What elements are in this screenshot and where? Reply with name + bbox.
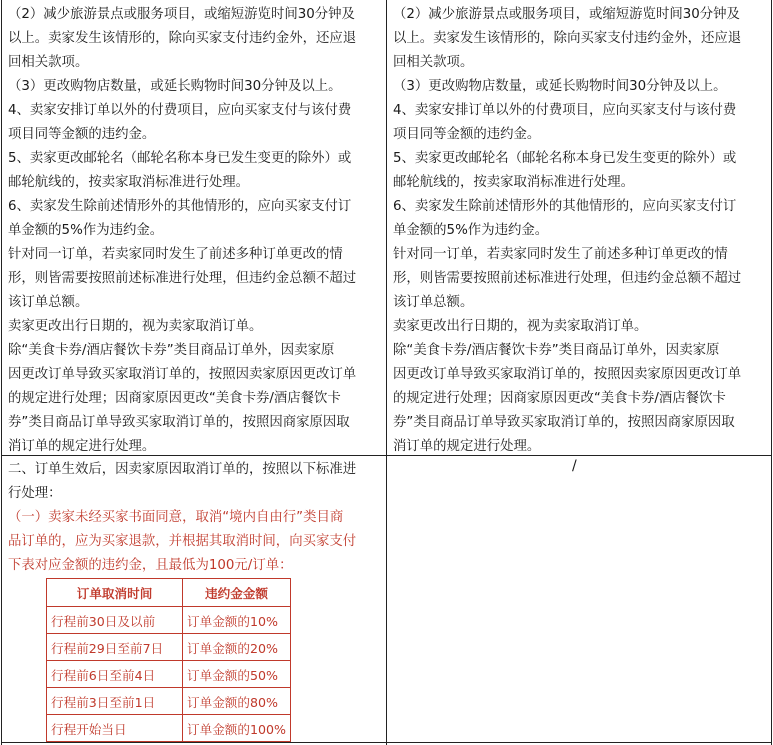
text-line: 针对同一订单，若卖家同时发生了前述多种订单更改的情 (8, 247, 343, 262)
text-line: 卖家更改出行日期的，视为卖家取消订单。 (8, 319, 263, 334)
text-line: 5、卖家更改邮轮名（邮轮名称本身已发生变更的除外）或 (393, 151, 737, 166)
header-penalty-amount: 违约金金额 (183, 579, 291, 607)
text-line: （2）减少旅游景点或服务项目，或缩短游览时间30分钟及 (393, 7, 740, 22)
right-bottom-cell: / (572, 458, 577, 474)
text-line: 除“美食卡券/酒店餐饮卡券”类目商品订单外，因卖家原 (8, 343, 335, 358)
right-top-cell (393, 3, 769, 459)
left-top-cell (8, 3, 384, 459)
penalty-amount: 订单金额的80% (183, 688, 291, 715)
cancel-time: 行程前29日至前7日 (47, 634, 183, 661)
text-line: 的规定进行处理；因商家原因更改“美食卡券/酒店餐饮卡 (393, 391, 726, 406)
table-border-bottom (1, 742, 772, 743)
text-line: 因更改订单导致买家取消订单的，按照因卖家原因更改订单 (393, 367, 742, 382)
penalty-amount: 订单金额的20% (183, 634, 291, 661)
text-line: 消订单的规定进行处理。 (8, 439, 156, 454)
text-line: 单金额的5%作为违约金。 (8, 223, 164, 238)
table-row (47, 607, 291, 634)
text-line: 行处理： (8, 486, 62, 501)
text-line: 消订单的规定进行处理。 (393, 439, 541, 454)
penalty-table (46, 578, 291, 742)
table-row (47, 715, 291, 742)
text-line: 的规定进行处理；因商家原因更改“美食卡券/酒店餐饮卡 (8, 391, 341, 406)
text-line: 项目同等金额的违约金。 (393, 127, 541, 142)
text-line: 卖家更改出行日期的，视为卖家取消订单。 (393, 319, 648, 334)
header-cancel-time: 订单取消时间 (47, 579, 183, 607)
text-line: 项目同等金额的违约金。 (8, 127, 156, 142)
text-line: 4、卖家安排订单以外的付费项目，应向买家支付与该付费 (393, 103, 737, 118)
text-line: 6、卖家发生除前述情形外的其他情形的，应向买家支付订 (393, 199, 737, 214)
text-line: 6、卖家发生除前述情形外的其他情形的，应向买家支付订 (8, 199, 352, 214)
table-row (47, 634, 291, 661)
text-line: 以上。卖家发生该情形的，除向买家支付违约金外，还应退 (8, 31, 357, 46)
table-row (47, 688, 291, 715)
penalty-amount: 订单金额的10% (183, 607, 291, 634)
penalty-amount: 订单金额的100% (183, 715, 291, 742)
text-line: 该订单总额。 (8, 295, 89, 310)
text-line: 5、卖家更改邮轮名（邮轮名称本身已发生变更的除外）或 (8, 151, 352, 166)
table-border-right (771, 0, 772, 745)
text-line: （3）更改购物店数量，或延长购物时间30分钟及以上。 (393, 79, 727, 94)
section-intro (8, 458, 384, 506)
text-line: （2）减少旅游景点或服务项目，或缩短游览时间30分钟及 (8, 7, 355, 22)
text-line: 券”类目商品订单导致买家取消订单的，按照因商家原因取 (8, 415, 350, 430)
text-line: 邮轮航线的，按卖家取消标准进行处理。 (393, 175, 635, 190)
text-line: 券”类目商品订单导致买家取消订单的，按照因商家原因取 (393, 415, 735, 430)
text-line: 4、卖家安排订单以外的付费项目，应向买家支付与该付费 (8, 103, 352, 118)
text-line: 回相关款项。 (393, 55, 474, 70)
table-row (47, 661, 291, 688)
text-line: 二、订单生效后，因卖家原因取消订单的，按照以下标准进 (8, 462, 357, 477)
text-line: 邮轮航线的，按卖家取消标准进行处理。 (8, 175, 250, 190)
text-line: 除“美食卡券/酒店餐饮卡券”类目商品订单外，因卖家原 (393, 343, 720, 358)
text-line: 形，则皆需要按照前述标准进行处理，但违约金总额不超过 (8, 271, 357, 286)
text-line: （3）更改购物店数量，或延长购物时间30分钟及以上。 (8, 79, 342, 94)
text-line: 以上。卖家发生该情形的，除向买家支付违约金外，还应退 (393, 31, 742, 46)
text-line: 下表对应金额的违约金，且最低为100元/订单： (8, 558, 293, 573)
table-border-left (1, 0, 2, 745)
text-line: 回相关款项。 (8, 55, 89, 70)
text-line: 该订单总额。 (393, 295, 474, 310)
text-line: 单金额的5%作为违约金。 (393, 223, 549, 238)
text-line: （一）卖家未经买家书面同意，取消“境内自由行”类目商 (8, 510, 344, 525)
penalty-amount: 订单金额的50% (183, 661, 291, 688)
cancel-time: 行程前3日至前1日 (47, 688, 183, 715)
text-line: 形，则皆需要按照前述标准进行处理，但违约金总额不超过 (393, 271, 742, 286)
text-line: 针对同一订单，若卖家同时发生了前述多种订单更改的情 (393, 247, 728, 262)
text-line: 品订单的，应为买家退款，并根据其取消时间，向买家支付 (8, 534, 357, 549)
left-bottom-cell (8, 458, 384, 578)
cancel-time: 行程前6日至前4日 (47, 661, 183, 688)
column-divider (386, 0, 387, 745)
text-line: 因更改订单导致买家取消订单的，按照因卖家原因更改订单 (8, 367, 357, 382)
clause-red-text (8, 506, 384, 578)
cancel-time: 行程前30日及以前 (47, 607, 183, 634)
cancel-time: 行程开始当日 (47, 715, 183, 742)
